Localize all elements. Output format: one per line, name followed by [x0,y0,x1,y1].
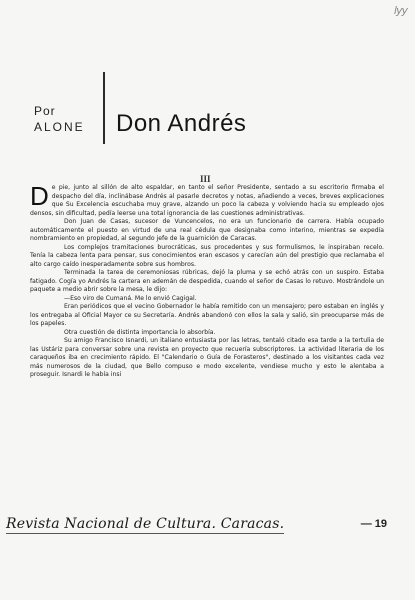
paragraph-8: Su amigo Francisco Isnardi, un italiano entusiasta por las letras, tentaló citado esa tarde a la tertulia de las Ustáriz para conversar sobre una revista en proyecto que recuería subscriptores. La actividad literaria de los caraqueños iba en crecimiento rápido. El "Calendario o Guía de Forasteros", destinado a los visitantes cada vez más numerosos de la ciudad, que Bello compuso e modo excelente, vendiese mucho y esto le alentaba a proseguir. Isnardi le había insi [30,337,384,378]
paragraph-1 [30,181,384,218]
paragraph-5: —Eso viro de Cumaná. Me lo envió Cagigal. [64,294,197,302]
paragraph-4: Terminada la tarea de ceremoniosas rúbricas, dejó la pluma y se echó atrás con un suspiro. Estaba fatigado. Cogía yo Andrés la cartera en ademán de despedida, cuando el señor de Casas lo retuvo. Mostrándole un paquete a medio abrir sobre la mesa, le dijo: [30,269,384,293]
author-name: ALONE [34,120,85,134]
paragraph-2: Don Juan de Casas, sucesor de Vuncencelos, no era un funcionario de carrera. Había ocupado automáticamente el puesto en virtud de una real cédula que designaba como interino, mientras se expedía nombramiento en propiedad, al segundo jefe de la guarnición de Caracas. [30,218,384,242]
page-title: Don Andrés [116,110,247,137]
paragraph-3: Los complejos tramitaciones burocráticas, sus procedentes y sus formulismos, le inspiraban recelo. Tenía la cabeza lenta para pensar, sus conocimientos eran escasos y carecían aún del prestigio que reclamaba el alto cargo caído inesperadamente sobre sus hombros. [30,243,384,268]
section-number: III [200,174,211,184]
drop-cap: D [30,181,49,211]
author-block [34,104,85,134]
author-prefix: Por [34,104,56,118]
paragraph-7: Otra cuestión de distinta importancia lo absorbía. [64,328,216,336]
page-number: — 19 [360,518,387,530]
paragraph-1-text: e pie, junto al sillón de alto espaldar, en tanto el señor Presidente, sentado a su escritorio firmaba el despacho del día, inclinábase Andrés al pasarle decretos y notas, añadiendo a veces, breves explicaciones que Su Excelencia escuchaba muy grave, alzando un poco la cabeza y volviendo hacia su empleado ojos densos, sin dificultad, pedía leerse una total ignorancia de las cuestiones administrativas. [30,184,384,217]
article-body [30,181,384,380]
paragraph-6: Eran periódicos que el vecino Gobernador le había remitido con un mensajero; pero estaban en inglés y los entregaba al Oficial Mayor ce su Secretaría. Andrés abandonó con ellos la sala y salió, sin preocuparse más de los papeles. [30,303,384,327]
title-divider [103,72,105,144]
pencil-annotation: lyy [393,4,407,17]
handwritten-source-note: Revista Nacional de Cultura. Caracas. [6,516,285,532]
